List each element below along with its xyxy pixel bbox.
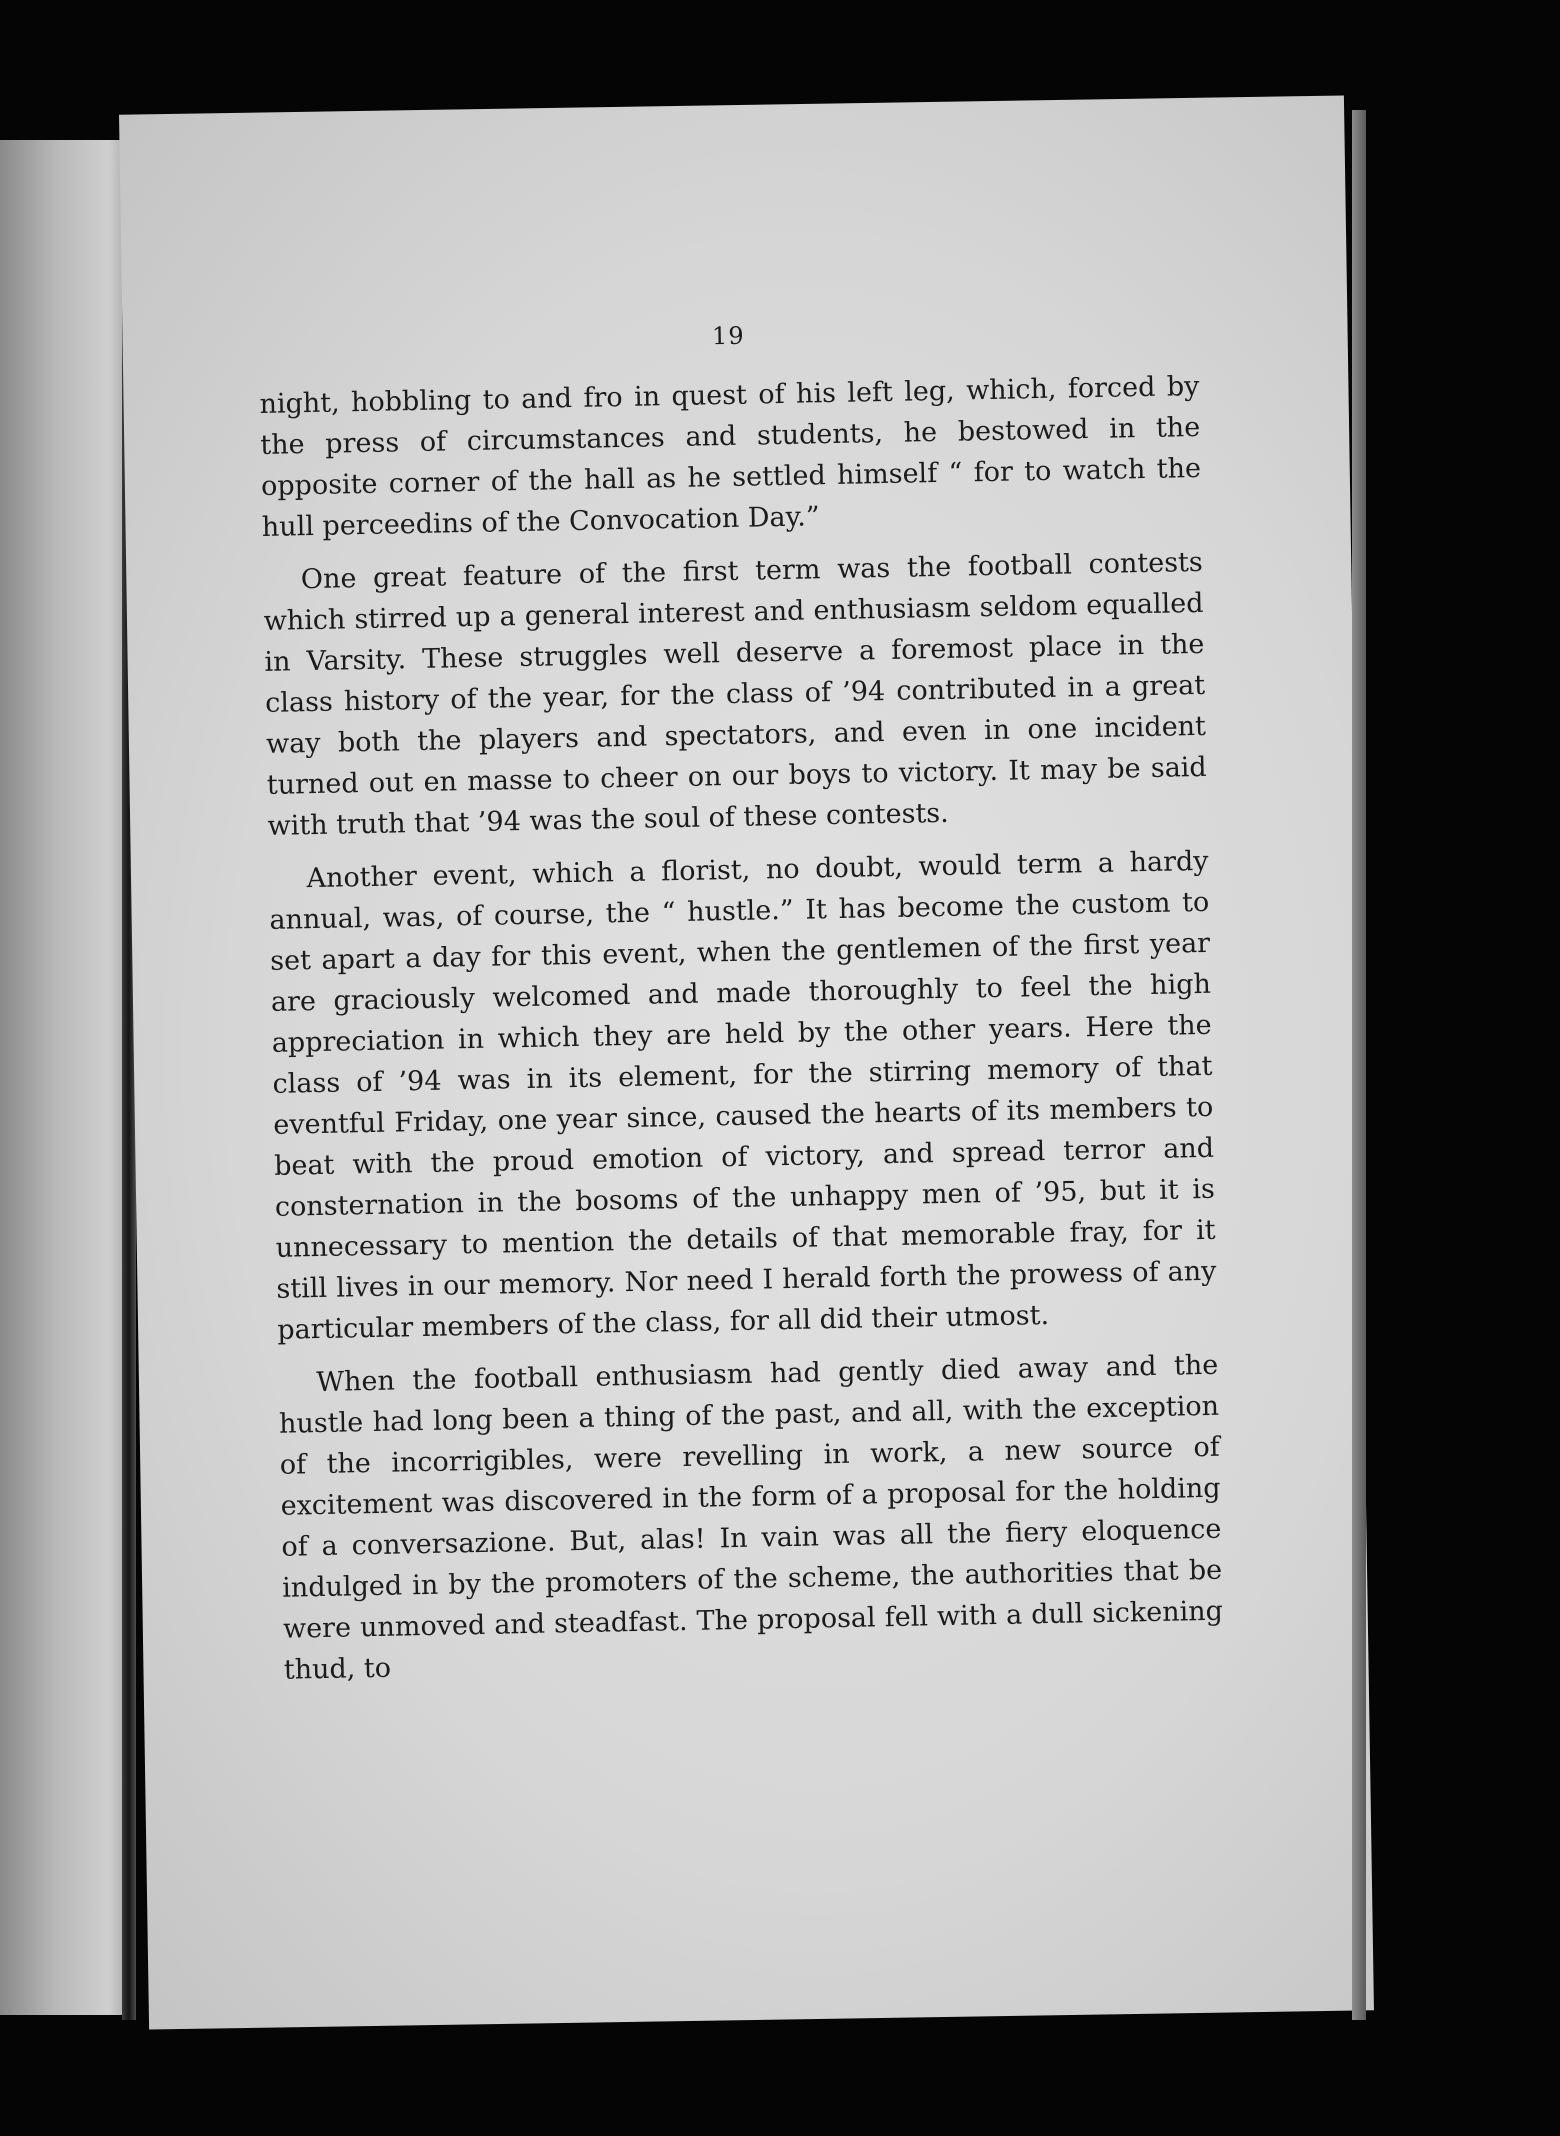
paragraph-3: Another event, which a florist, no doubt, would term a hardy annual, was, of course, the “ hustle.” It has become the custom to set apart a day for this event, when the gentlemen of the first year are graciously welcomed and made thoroughly to feel the high appreciation in which they are held by the other years. Here the class of ’94 was in its element, for the stirring memory of that eventful Friday, one year since, caused the hearts of its members to beat with the proud emotion of victory, and spread terror and consternation in the bosoms of the unhappy men of ’95, but it is unnecessary to mention the details of that memorable fray, for it still lives in our memory. Nor need I herald forth the prowess of any particular members of the class, for all did their utmost. — [269, 845, 1217, 1346]
page-text-block — [258, 307, 1224, 1703]
right-page-edge-shadow — [1352, 110, 1366, 2020]
paragraph-2: One great feature of the first term was the football contests which stirred up a general interest and enthusiasm seldom equalled in Varsity. These struggles well deserve a foremost place in the class history of the year, for the class of ’94 contributed in a great way both the players and spectators, and even in one incident turned out en masse to cheer on our boys to victory. It may be said with truth that ’94 was the soul of these contests. — [263, 546, 1207, 842]
paragraph-1: night, hobbling to and fro in quest of his left leg, which, forced by the press of circumstances and students, he bestowed in the opposite corner of the hall as he settled himself “ for to watch the hull perceedins of the Convocation Day.” — [259, 370, 1202, 543]
left-page-edge — [0, 140, 128, 2015]
paragraph-4: When the football enthusiasm had gently died away and the hustle had long been a thing of the past, and all, with the exception of the incorrigibles, were revelling in work, a new source of excitement was discovered in the form of a proposal for the holding of a conversazione. But, alas! In vain was all the fiery eloquence indulged in by the promoters of the scheme, the authorities that be were unmoved and steadfast. The proposal fell with a dull sickening thud, to — [278, 1349, 1224, 1686]
page-number: 19 — [711, 321, 745, 351]
